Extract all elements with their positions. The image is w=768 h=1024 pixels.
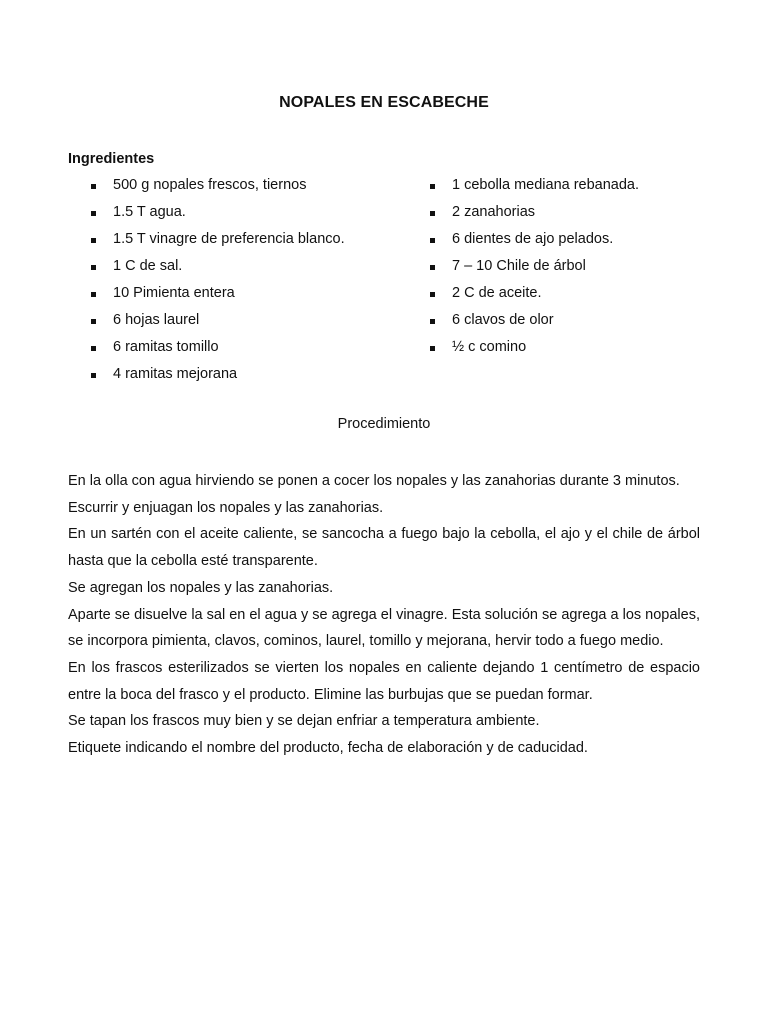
bullet-icon xyxy=(91,184,96,189)
ingredients-list-right xyxy=(427,172,727,361)
ingredients-list-left xyxy=(88,172,408,388)
bullet-icon xyxy=(91,292,96,297)
bullet-icon xyxy=(430,346,435,351)
procedure-step: En la olla con agua hirviendo se ponen a cocer los nopales y las zanahorias durante 3 minutos. xyxy=(68,473,680,489)
bullet-icon xyxy=(430,292,435,297)
bullet-icon xyxy=(91,319,96,324)
procedure-step: Se agregan los nopales y las zanahorias. xyxy=(68,579,334,596)
ingredient-item: 6 clavos de olor xyxy=(427,307,727,334)
bullet-icon xyxy=(91,346,96,351)
ingredient-item: 1 C de sal. xyxy=(88,253,408,280)
procedure-step: En un sartén con el aceite caliente, se sancocha a fuego bajo la cebolla, el ajo y el chile de árbol hasta que la cebolla esté transparente. xyxy=(68,526,700,570)
procedure-step: Se tapan los frascos muy bien y se dejan enfriar a temperatura ambiente. xyxy=(68,713,540,730)
ingredients-heading: Ingredientes xyxy=(68,151,155,167)
procedure-step: Etiquete indicando el nombre del producto, fecha de elaboración y de caducidad. xyxy=(68,740,588,757)
ingredient-item: 6 ramitas tomillo xyxy=(88,334,408,361)
procedure-step: En los frascos esterilizados se vierten los nopales en caliente dejando 1 centímetro de espacio entre la boca del frasco y el producto. Elimine las burbujas que se puedan formar. xyxy=(68,659,700,703)
ingredient-item: 10 Pimienta entera xyxy=(88,280,408,307)
recipe-title: NOPALES EN ESCABECHE xyxy=(279,94,489,111)
ingredient-item: 6 dientes de ajo pelados. xyxy=(427,226,727,253)
ingredient-item: 1.5 T agua. xyxy=(88,199,408,226)
procedure-step: Aparte se disuelve la sal en el agua y se agrega el vinagre. Esta solución se agrega a los nopales, se incorpora pimienta, clavos, cominos, laurel, tomillo y mejorana, hervir todo a fuego medio. xyxy=(68,606,700,650)
ingredient-item: 1 cebolla mediana rebanada. xyxy=(427,172,727,199)
bullet-icon xyxy=(430,238,435,243)
bullet-icon xyxy=(430,265,435,270)
ingredient-item: 6 hojas laurel xyxy=(88,307,408,334)
ingredient-item: ½ c comino xyxy=(427,334,727,361)
ingredient-item: 2 C de aceite. xyxy=(427,280,727,307)
procedure-step: Escurrir y enjuagan los nopales y las zanahorias. xyxy=(68,499,384,516)
bullet-icon xyxy=(91,211,96,216)
bullet-icon xyxy=(430,319,435,324)
ingredient-item: 500 g nopales frescos, tiernos xyxy=(88,172,408,199)
procedure-steps xyxy=(68,468,700,762)
bullet-icon xyxy=(430,184,435,189)
bullet-icon xyxy=(430,211,435,216)
ingredient-item: 2 zanahorias xyxy=(427,199,727,226)
ingredient-item: 7 – 10 Chile de árbol xyxy=(427,253,727,280)
bullet-icon xyxy=(91,373,96,378)
bullet-icon xyxy=(91,238,96,243)
ingredient-item: 4 ramitas mejorana xyxy=(88,361,408,388)
procedure-heading: Procedimiento xyxy=(337,416,431,432)
ingredient-item: 1.5 T vinagre de preferencia blanco. xyxy=(88,226,408,253)
bullet-icon xyxy=(91,265,96,270)
